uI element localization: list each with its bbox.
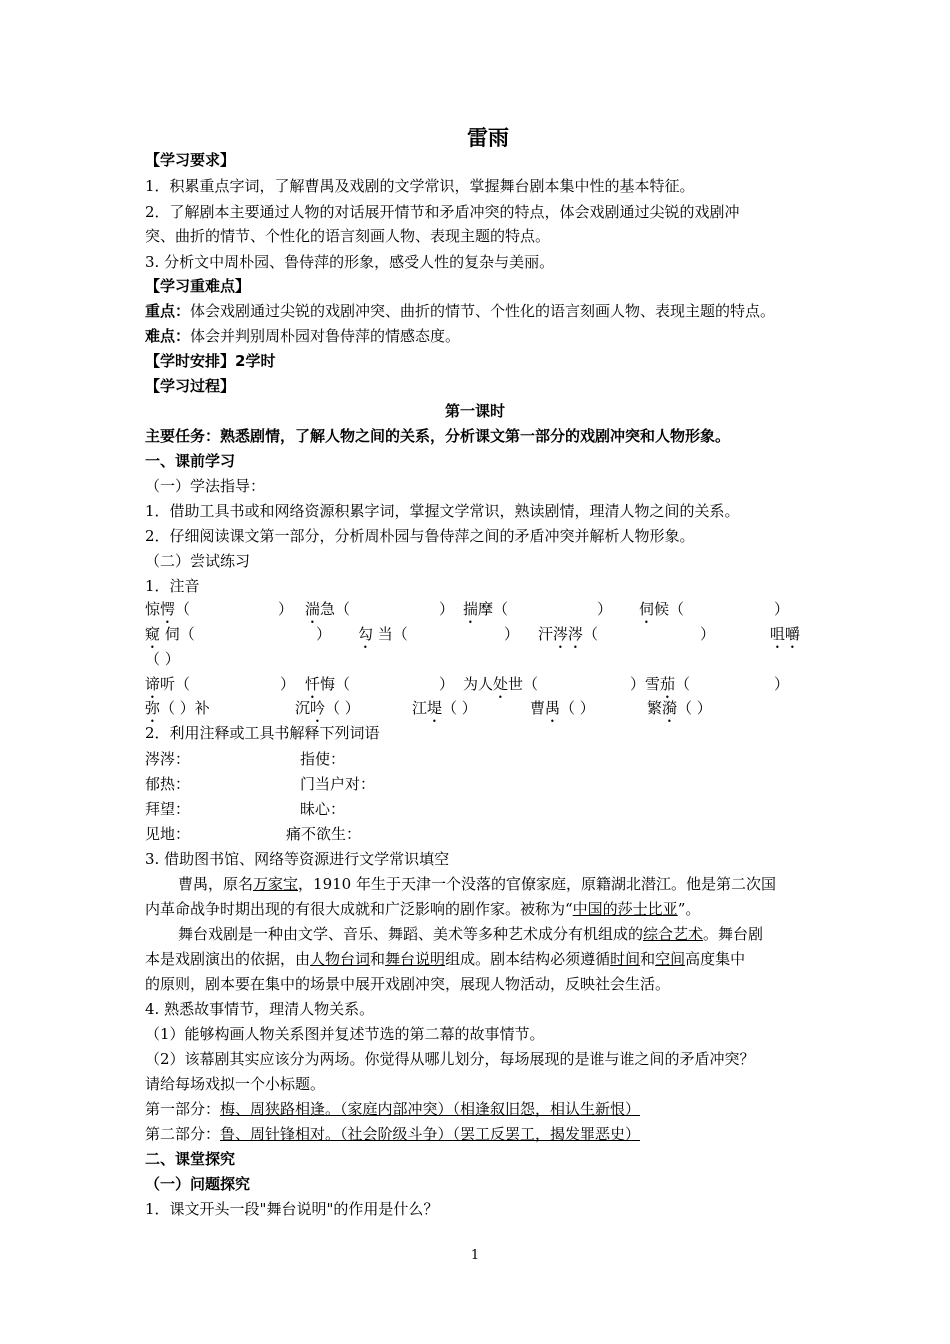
doc-title: 雷雨 [467,126,509,150]
requirement-1: 1．积累重点字词，了解曹禺及戏剧的文学常识，掌握舞台剧本集中性的基本特征。 [145,177,695,195]
pinyin-item: 窥 伺（ [145,625,195,643]
pinyin-close: ） [774,675,790,693]
diff-text: 体会并判别周朴园对鲁侍萍的情感态度。 [190,327,461,345]
answer-time: 时间 [610,950,641,968]
pinyin-item: 谛听（ [145,675,191,693]
page-number: 1 [470,1248,480,1263]
answer-stage-directions: 舞台说明 [385,950,446,968]
caoyu-para-2: 内革命战争时期出现的有很大成就和广泛影响的剧作家。被称为“中国的莎士比亚”。 [145,900,701,918]
pinyin-item: 沉吟（ ） [295,699,360,717]
main-task: 主要任务：熟悉剧情，了解人物之间的关系，分析课文第一部分的戏剧冲突和人物形象。 [145,427,731,445]
sub-heading-guide: （一）学法指导： [145,477,266,495]
part-2-heading: 二、课堂探究 [145,1150,236,1168]
section-time: 【学时安排】2学时 [145,352,276,370]
answer-dialogue: 人物台词 [310,950,371,968]
pinyin-close: ） [700,625,716,643]
pinyin-item: 雪茄（ [645,675,691,693]
diff-label: 难点： [145,327,191,345]
key-text: 体会戏剧通过尖锐的戏剧冲突、曲折的情节、个性化的语言刻画人物、表现主题的特点。 [190,302,776,320]
pinyin-close: ） [774,600,790,618]
exercise-4-2b: 请给每场戏拟一个小标题。 [145,1075,326,1093]
pinyin-item: 汗涔涔（ [538,625,599,643]
pinyin-close: ） [597,600,613,618]
exercise-4-2a: （2）该幕剧其实应该分为两场。你觉得从哪儿划分，每场展现的是谁与谁之间的矛盾冲突？ [145,1050,755,1068]
word-term: 指使： [300,750,346,768]
scene-2: 第二部分：鲁、周针锋相对。（社会阶级斗争）（罢工反罢工，揭发罪恶史） [145,1125,641,1143]
difficult-point [145,326,460,346]
pinyin-blank: （ ） [145,650,180,668]
key-label: 重点： [145,302,191,320]
pinyin-item: 咀嚼 [770,625,801,643]
pinyin-close: ） [278,600,294,618]
exercise-3: 3. 借助图书馆、网络等资源进行文学常识填空 [145,850,450,868]
section-requirements: 【学习要求】 [145,151,236,169]
pinyin-item: 勾 当（ [358,625,408,643]
answer-drama-art: 综合艺术 [643,925,704,943]
lesson-heading: 第一课时 [444,402,505,420]
sub-heading-practice: （二）尝试练习 [145,552,251,570]
pinyin-close: ） [316,625,332,643]
guide-1: 1．借助工具书或和网络资源积累字词，掌握文学常识，熟读剧情，理清人物之间的关系。 [145,502,740,520]
pinyin-item: 湍急（ [305,600,351,618]
pinyin-item: 忏悔（ [305,675,351,693]
pinyin-item: 繁漪（ ） [647,699,712,717]
exercise-1: 1．注音 [145,577,200,595]
exercise-4-1: （1）能够构画人物关系图并复述节选的第二幕的故事情节。 [145,1025,545,1043]
word-term: 见地： [145,825,191,843]
answer-caoyu-title: 中国的莎士比亚 [572,900,678,918]
pinyin-item: 揣摩（ [463,600,509,618]
requirement-3: 3. 分析文中周朴园、鲁侍萍的形象，感受人性的复杂与美丽。 [145,253,555,271]
requirement-2a: 2．了解剧本主要通过人物的对话展开情节和矛盾冲突的特点，体会戏剧通过尖锐的戏剧冲 [145,203,740,221]
exercise-4: 4. 熟悉故事情节，理清人物关系。 [145,1000,375,1018]
part-1-heading: 一、课前学习 [145,452,236,470]
pinyin-close: ） [439,600,455,618]
pinyin-item: 曹禺（ ） [530,699,595,717]
section-key-points: 【学习重难点】 [145,277,251,295]
word-term: 拜望： [145,800,191,818]
scene-1-answer: 梅、周狭路相逢。（家庭内部冲突）（相逢叙旧怨，相认生新恨） [220,1100,641,1118]
exercise-2: 2．利用注释或工具书解释下列词语 [145,724,380,742]
pinyin-item: 为人处世（ [463,675,539,693]
word-term: 涔涔： [145,750,191,768]
section-process: 【学习过程】 [145,377,236,395]
word-term: 郁热： [145,775,191,793]
word-term: 昧心： [300,800,346,818]
scene-2-answer: 鲁、周针锋相对。（社会阶级斗争）（罢工反罢工，揭发罪恶史） [220,1125,641,1143]
drama-para-2: 本是戏剧演出的依据，由人物台词和舞台说明组成。剧本结构必须遵循时间和空间高度集中 [145,950,746,968]
caoyu-para-1: 曹禺，原名万家宝，1910 年生于天津一个没落的官僚家庭，原籍湖北潜江。他是第二次国 [178,875,776,893]
scene-1: 第一部分：梅、周狭路相逢。（家庭内部冲突）（相逢叙旧怨，相认生新恨） [145,1100,641,1118]
question-1: 1．课文开头一段"舞台说明"的作用是什么？ [145,1200,439,1218]
key-point [145,301,775,321]
pinyin-item: 惊愕（ [145,600,191,618]
part-2-sub-heading: （一）问题探究 [145,1175,251,1193]
requirement-2b: 突、曲折的情节、个性化的语言刻画人物、表现主题的特点。 [145,227,551,245]
drama-para-1: 舞台戏剧是一种由文学、音乐、舞蹈、美术等多种艺术成分有机组成的综合艺术。舞台剧 [178,925,764,943]
pinyin-close: ） [439,675,455,693]
pinyin-item: 弥（ ）补 [145,699,210,717]
word-term: 痛不欲生： [286,825,362,843]
pinyin-close: ） [504,625,520,643]
drama-para-3: 的原则，剧本要在集中的场景中展开戏剧冲突，展现人物活动，反映社会生活。 [145,975,671,993]
answer-caoyu-name: 万家宝 [253,875,299,893]
guide-2: 2．仔细阅读课文第一部分，分析周朴园与鲁侍萍之间的矛盾冲突并解析人物形象。 [145,527,695,545]
answer-space: 空间 [655,950,686,968]
pinyin-close: ） [280,675,296,693]
pinyin-item: 伺候（ [639,600,685,618]
pinyin-item: 江堤（ ） [412,699,477,717]
pinyin-close: ） [630,675,646,693]
word-term: 门当户对： [300,775,376,793]
